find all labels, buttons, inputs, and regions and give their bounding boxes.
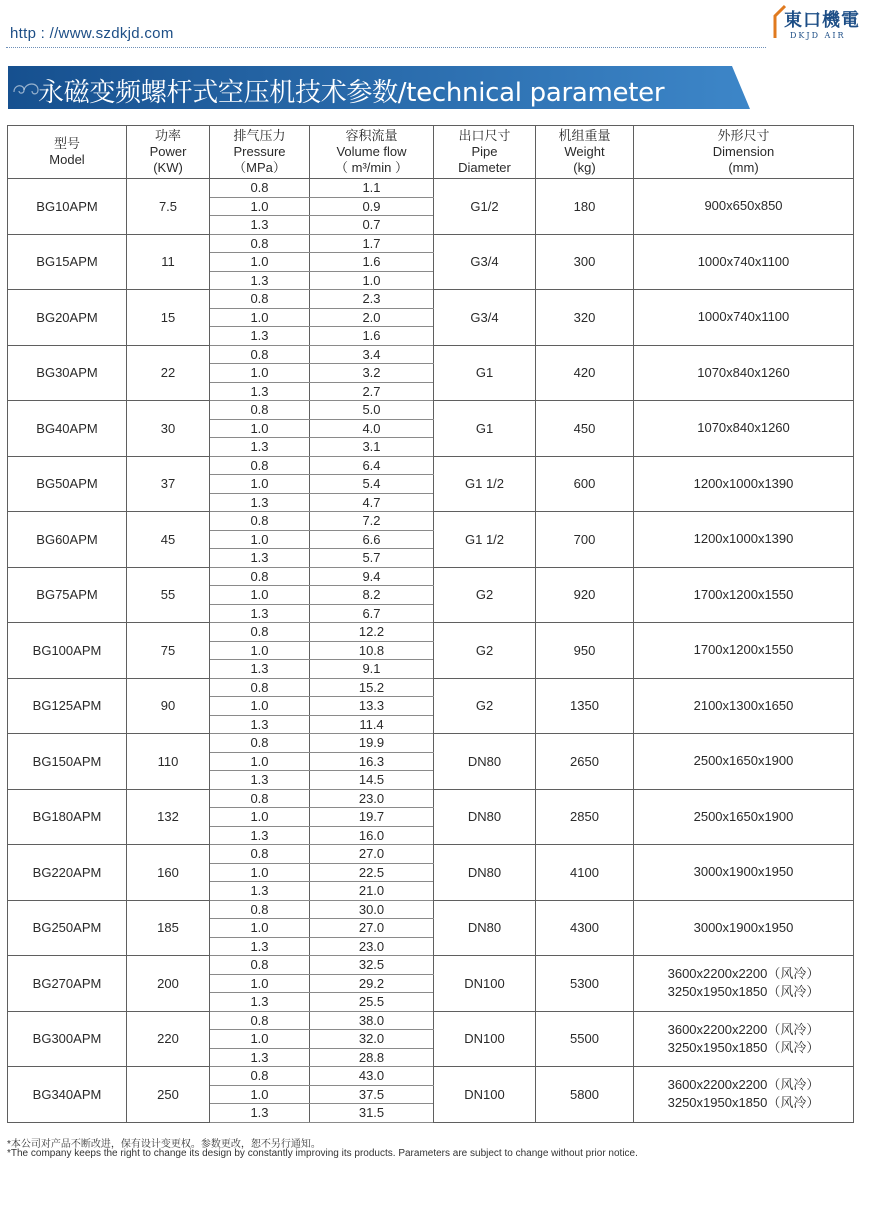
flow-cell: 2.7 <box>310 382 434 401</box>
pressure-cell: 1.0 <box>210 586 310 605</box>
power-cell: 15 <box>127 290 210 346</box>
flow-cell: 16.0 <box>310 826 434 845</box>
flow-cell: 28.8 <box>310 1048 434 1067</box>
dimension-cell <box>634 845 854 901</box>
dimension-line: 2500x1650x1900 <box>693 753 794 769</box>
pipe-cell: G1/2 <box>434 179 536 235</box>
dimension-cell <box>634 345 854 401</box>
weight-cell: 700 <box>536 512 634 568</box>
column-header-en: Volume flow <box>336 144 407 159</box>
model-cell: BG30APM <box>8 345 127 401</box>
pressure-cell: 0.8 <box>210 456 310 475</box>
weight-cell: 2650 <box>536 734 634 790</box>
flow-cell: 3.2 <box>310 364 434 383</box>
dimension-line: 1070x840x1260 <box>697 420 790 436</box>
power-cell: 90 <box>127 678 210 734</box>
pressure-cell: 0.8 <box>210 234 310 253</box>
column-header-cn: 机组重量 <box>558 128 611 143</box>
column-header-en: (kg) <box>573 160 596 175</box>
website-url[interactable]: http : //www.szdkjd.com <box>10 25 174 42</box>
power-cell: 75 <box>127 623 210 679</box>
dimension-line: 3000x1900x1950 <box>693 864 794 880</box>
pipe-cell: G1 <box>434 345 536 401</box>
pressure-cell: 1.3 <box>210 271 310 290</box>
weight-cell: 1350 <box>536 678 634 734</box>
dimension-line: 3600x2200x2200（风冷） <box>667 966 820 982</box>
pipe-cell: G1 <box>434 401 536 457</box>
dimension-line: 2500x1650x1900 <box>693 808 794 824</box>
pressure-cell: 1.0 <box>210 308 310 327</box>
flow-cell: 3.4 <box>310 345 434 364</box>
pressure-cell: 0.8 <box>210 401 310 420</box>
weight-cell: 4300 <box>536 900 634 956</box>
dimension-line: 3250x1950x1850（风冷） <box>667 984 820 1000</box>
weight-cell: 300 <box>536 234 634 290</box>
pressure-cell: 1.0 <box>210 808 310 827</box>
table-header-row <box>8 126 854 179</box>
dimension-cell <box>634 567 854 623</box>
dimension-cell <box>634 179 854 235</box>
flow-cell: 9.1 <box>310 660 434 679</box>
pressure-cell: 0.8 <box>210 1011 310 1030</box>
pressure-cell: 1.0 <box>210 530 310 549</box>
power-cell: 220 <box>127 1011 210 1067</box>
dimension-line: 900x650x850 <box>704 198 783 214</box>
weight-cell: 180 <box>536 179 634 235</box>
pipe-cell: G1 1/2 <box>434 512 536 568</box>
spec-table <box>7 125 854 1123</box>
pressure-cell: 1.0 <box>210 974 310 993</box>
dimension-cell <box>634 789 854 845</box>
dimension-line: 3600x2200x2200（风冷） <box>667 1021 820 1037</box>
dimension-cell <box>634 234 854 290</box>
column-header <box>310 126 434 179</box>
column-header-en: Weight <box>564 144 605 159</box>
flow-cell: 4.7 <box>310 493 434 512</box>
pipe-cell: DN100 <box>434 956 536 1012</box>
flow-cell: 6.6 <box>310 530 434 549</box>
column-header <box>634 126 854 179</box>
pipe-cell: G2 <box>434 567 536 623</box>
pressure-cell: 0.8 <box>210 1067 310 1086</box>
table-row <box>8 512 854 531</box>
weight-cell: 420 <box>536 345 634 401</box>
pressure-cell: 1.3 <box>210 216 310 235</box>
pressure-cell: 0.8 <box>210 845 310 864</box>
table-row <box>8 734 854 753</box>
flow-cell: 21.0 <box>310 882 434 901</box>
pressure-cell: 1.3 <box>210 549 310 568</box>
flow-cell: 1.0 <box>310 271 434 290</box>
dimension-line: 1070x840x1260 <box>697 364 790 380</box>
model-cell: BG60APM <box>8 512 127 568</box>
dimension-line: 1200x1000x1390 <box>693 531 794 547</box>
pressure-cell: 0.8 <box>210 345 310 364</box>
weight-cell: 5800 <box>536 1067 634 1123</box>
flow-cell: 16.3 <box>310 752 434 771</box>
dimension-line: 1000x740x1100 <box>697 253 790 269</box>
column-header-en: （ m³/min ） <box>335 160 408 175</box>
pipe-cell: DN80 <box>434 845 536 901</box>
pipe-cell: G2 <box>434 678 536 734</box>
dimension-line: 3600x2200x2200（风冷） <box>667 1077 820 1093</box>
dimension-line: 3250x1950x1850（风冷） <box>667 1039 820 1055</box>
dimension-line: 2100x1300x1650 <box>693 697 794 713</box>
dimension-cell <box>634 456 854 512</box>
pressure-cell: 0.8 <box>210 623 310 642</box>
pipe-cell: DN100 <box>434 1011 536 1067</box>
flow-cell: 22.5 <box>310 863 434 882</box>
weight-cell: 320 <box>536 290 634 346</box>
table-row <box>8 956 854 975</box>
pressure-cell: 0.8 <box>210 734 310 753</box>
flow-cell: 1.6 <box>310 253 434 272</box>
pressure-cell: 0.8 <box>210 678 310 697</box>
pipe-cell: G1 1/2 <box>434 456 536 512</box>
column-header <box>210 126 310 179</box>
pipe-cell: DN80 <box>434 789 536 845</box>
flow-cell: 13.3 <box>310 697 434 716</box>
flow-cell: 0.7 <box>310 216 434 235</box>
flow-cell: 19.7 <box>310 808 434 827</box>
flow-cell: 5.0 <box>310 401 434 420</box>
column-header <box>536 126 634 179</box>
flow-cell: 27.0 <box>310 845 434 864</box>
pressure-cell: 1.3 <box>210 604 310 623</box>
table-row <box>8 1011 854 1030</box>
note-english: *The company keeps the right to change its design by constantly improving its products. Parameters are subject to change without prior notice. <box>7 1148 638 1159</box>
page-title: 永磁变频螺杆式空压机技术参数/technical parameter <box>38 78 665 108</box>
power-cell: 160 <box>127 845 210 901</box>
pressure-cell: 1.0 <box>210 641 310 660</box>
column-header-cn: 容积流量 <box>345 128 398 143</box>
column-header <box>127 126 210 179</box>
flow-cell: 9.4 <box>310 567 434 586</box>
column-header-cn: 排气压力 <box>233 128 286 143</box>
flow-cell: 12.2 <box>310 623 434 642</box>
column-header-en: Diameter <box>458 160 511 175</box>
column-header-en: Model <box>49 152 85 167</box>
column-header-en: （MPa） <box>233 160 286 175</box>
pipe-cell: DN80 <box>434 734 536 790</box>
table-row <box>8 1067 854 1086</box>
pipe-cell: DN100 <box>434 1067 536 1123</box>
dimension-line: 3000x1900x1950 <box>693 919 794 935</box>
power-cell: 7.5 <box>127 179 210 235</box>
flow-cell: 23.0 <box>310 789 434 808</box>
column-header-en: Power <box>149 144 187 159</box>
weight-cell: 5300 <box>536 956 634 1012</box>
pressure-cell: 1.0 <box>210 197 310 216</box>
model-cell: BG300APM <box>8 1011 127 1067</box>
flow-cell: 2.3 <box>310 290 434 309</box>
table-row <box>8 290 854 309</box>
pressure-cell: 1.3 <box>210 715 310 734</box>
pressure-cell: 0.8 <box>210 789 310 808</box>
model-cell: BG10APM <box>8 179 127 235</box>
dimension-cell <box>634 1067 854 1123</box>
dimension-cell <box>634 678 854 734</box>
model-cell: BG100APM <box>8 623 127 679</box>
flow-cell: 11.4 <box>310 715 434 734</box>
pressure-cell: 1.3 <box>210 937 310 956</box>
power-cell: 55 <box>127 567 210 623</box>
logo-subtext: DKJD AIR <box>790 31 846 40</box>
pressure-cell: 1.3 <box>210 660 310 679</box>
pressure-cell: 1.0 <box>210 475 310 494</box>
flow-cell: 38.0 <box>310 1011 434 1030</box>
pressure-cell: 0.8 <box>210 512 310 531</box>
table-row <box>8 345 854 364</box>
model-cell: BG40APM <box>8 401 127 457</box>
pressure-cell: 0.8 <box>210 956 310 975</box>
pressure-cell: 0.8 <box>210 290 310 309</box>
model-cell: BG340APM <box>8 1067 127 1123</box>
flow-cell: 4.0 <box>310 419 434 438</box>
company-logo <box>772 4 858 44</box>
dimension-line: 1700x1200x1550 <box>693 586 794 602</box>
power-cell: 45 <box>127 512 210 568</box>
dimension-cell <box>634 401 854 457</box>
model-cell: BG250APM <box>8 900 127 956</box>
pressure-cell: 1.0 <box>210 697 310 716</box>
power-cell: 37 <box>127 456 210 512</box>
pressure-cell: 1.3 <box>210 1048 310 1067</box>
flow-cell: 6.7 <box>310 604 434 623</box>
pressure-cell: 1.0 <box>210 364 310 383</box>
column-header-en: Pipe <box>471 144 498 159</box>
dimension-cell <box>634 956 854 1012</box>
flow-cell: 5.7 <box>310 549 434 568</box>
flow-cell: 29.2 <box>310 974 434 993</box>
pressure-cell: 1.3 <box>210 1104 310 1123</box>
pressure-cell: 1.3 <box>210 438 310 457</box>
weight-cell: 600 <box>536 456 634 512</box>
dimension-cell <box>634 290 854 346</box>
weight-cell: 950 <box>536 623 634 679</box>
dimension-cell <box>634 1011 854 1067</box>
flow-cell: 3.1 <box>310 438 434 457</box>
flow-cell: 31.5 <box>310 1104 434 1123</box>
pipe-cell: G3/4 <box>434 234 536 290</box>
pressure-cell: 1.0 <box>210 1085 310 1104</box>
flow-cell: 14.5 <box>310 771 434 790</box>
column-header-en: (KW) <box>153 160 183 175</box>
pressure-cell: 1.0 <box>210 863 310 882</box>
pressure-cell: 0.8 <box>210 179 310 198</box>
power-cell: 30 <box>127 401 210 457</box>
table-row <box>8 900 854 919</box>
dimension-cell <box>634 734 854 790</box>
flow-cell: 8.2 <box>310 586 434 605</box>
dimension-line: 3250x1950x1850（风冷） <box>667 1095 820 1111</box>
flow-cell: 2.0 <box>310 308 434 327</box>
column-header-cn: 功率 <box>154 128 181 143</box>
weight-cell: 5500 <box>536 1011 634 1067</box>
flow-cell: 32.0 <box>310 1030 434 1049</box>
pressure-cell: 0.8 <box>210 567 310 586</box>
flow-cell: 6.4 <box>310 456 434 475</box>
column-header <box>8 126 127 179</box>
flow-cell: 1.6 <box>310 327 434 346</box>
column-header <box>434 126 536 179</box>
model-cell: BG15APM <box>8 234 127 290</box>
pressure-cell: 1.3 <box>210 493 310 512</box>
table-row <box>8 678 854 697</box>
column-header-cn: 外形尺寸 <box>717 128 770 143</box>
model-cell: BG270APM <box>8 956 127 1012</box>
table-row <box>8 179 854 198</box>
note-chinese: *本公司对产品不断改进，保有设计变更权。参数更改，恕不另行通知。 <box>7 1139 321 1150</box>
pressure-cell: 1.0 <box>210 1030 310 1049</box>
model-cell: BG20APM <box>8 290 127 346</box>
pressure-cell: 1.0 <box>210 752 310 771</box>
pressure-cell: 1.0 <box>210 253 310 272</box>
weight-cell: 450 <box>536 401 634 457</box>
column-header-cn: 型号 <box>53 136 80 151</box>
pressure-cell: 1.0 <box>210 419 310 438</box>
model-cell: BG125APM <box>8 678 127 734</box>
weight-cell: 920 <box>536 567 634 623</box>
pressure-cell: 1.3 <box>210 826 310 845</box>
pressure-cell: 1.3 <box>210 382 310 401</box>
flow-cell: 10.8 <box>310 641 434 660</box>
flow-cell: 15.2 <box>310 678 434 697</box>
weight-cell: 2850 <box>536 789 634 845</box>
model-cell: BG180APM <box>8 789 127 845</box>
flow-cell: 32.5 <box>310 956 434 975</box>
table-row <box>8 456 854 475</box>
dimension-line: 1200x1000x1390 <box>693 475 794 491</box>
column-header-en: Dimension <box>712 144 775 159</box>
table-row <box>8 789 854 808</box>
header-divider <box>6 47 766 48</box>
flow-cell: 37.5 <box>310 1085 434 1104</box>
pressure-cell: 1.3 <box>210 993 310 1012</box>
power-cell: 110 <box>127 734 210 790</box>
dimension-cell <box>634 900 854 956</box>
dimension-cell <box>634 623 854 679</box>
dimension-line: 1700x1200x1550 <box>693 642 794 658</box>
flow-cell: 1.7 <box>310 234 434 253</box>
power-cell: 185 <box>127 900 210 956</box>
flow-cell: 19.9 <box>310 734 434 753</box>
weight-cell: 4100 <box>536 845 634 901</box>
column-header-en: (mm) <box>728 160 759 175</box>
power-cell: 250 <box>127 1067 210 1123</box>
logo-text: 東口機電 <box>784 10 860 31</box>
model-cell: BG220APM <box>8 845 127 901</box>
table-row <box>8 623 854 642</box>
table-row <box>8 845 854 864</box>
table-body <box>8 179 854 1123</box>
power-cell: 11 <box>127 234 210 290</box>
flow-cell: 5.4 <box>310 475 434 494</box>
pressure-cell: 1.0 <box>210 919 310 938</box>
flow-cell: 25.5 <box>310 993 434 1012</box>
column-header-en: Pressure <box>233 144 286 159</box>
power-cell: 200 <box>127 956 210 1012</box>
dimension-line: 1000x740x1100 <box>697 309 790 325</box>
model-cell: BG75APM <box>8 567 127 623</box>
model-cell: BG150APM <box>8 734 127 790</box>
pipe-cell: G3/4 <box>434 290 536 346</box>
dimension-cell <box>634 512 854 568</box>
pressure-cell: 1.3 <box>210 771 310 790</box>
pipe-cell: G2 <box>434 623 536 679</box>
power-cell: 132 <box>127 789 210 845</box>
model-cell: BG50APM <box>8 456 127 512</box>
table-row <box>8 567 854 586</box>
column-header-cn: 出口尺寸 <box>458 128 511 143</box>
pipe-cell: DN80 <box>434 900 536 956</box>
power-cell: 22 <box>127 345 210 401</box>
pressure-cell: 0.8 <box>210 900 310 919</box>
table-row <box>8 401 854 420</box>
flow-cell: 1.1 <box>310 179 434 198</box>
flow-cell: 30.0 <box>310 900 434 919</box>
table-row <box>8 234 854 253</box>
flow-cell: 0.9 <box>310 197 434 216</box>
pressure-cell: 1.3 <box>210 882 310 901</box>
flow-cell: 43.0 <box>310 1067 434 1086</box>
pressure-cell: 1.3 <box>210 327 310 346</box>
flow-cell: 27.0 <box>310 919 434 938</box>
flow-cell: 23.0 <box>310 937 434 956</box>
flow-cell: 7.2 <box>310 512 434 531</box>
